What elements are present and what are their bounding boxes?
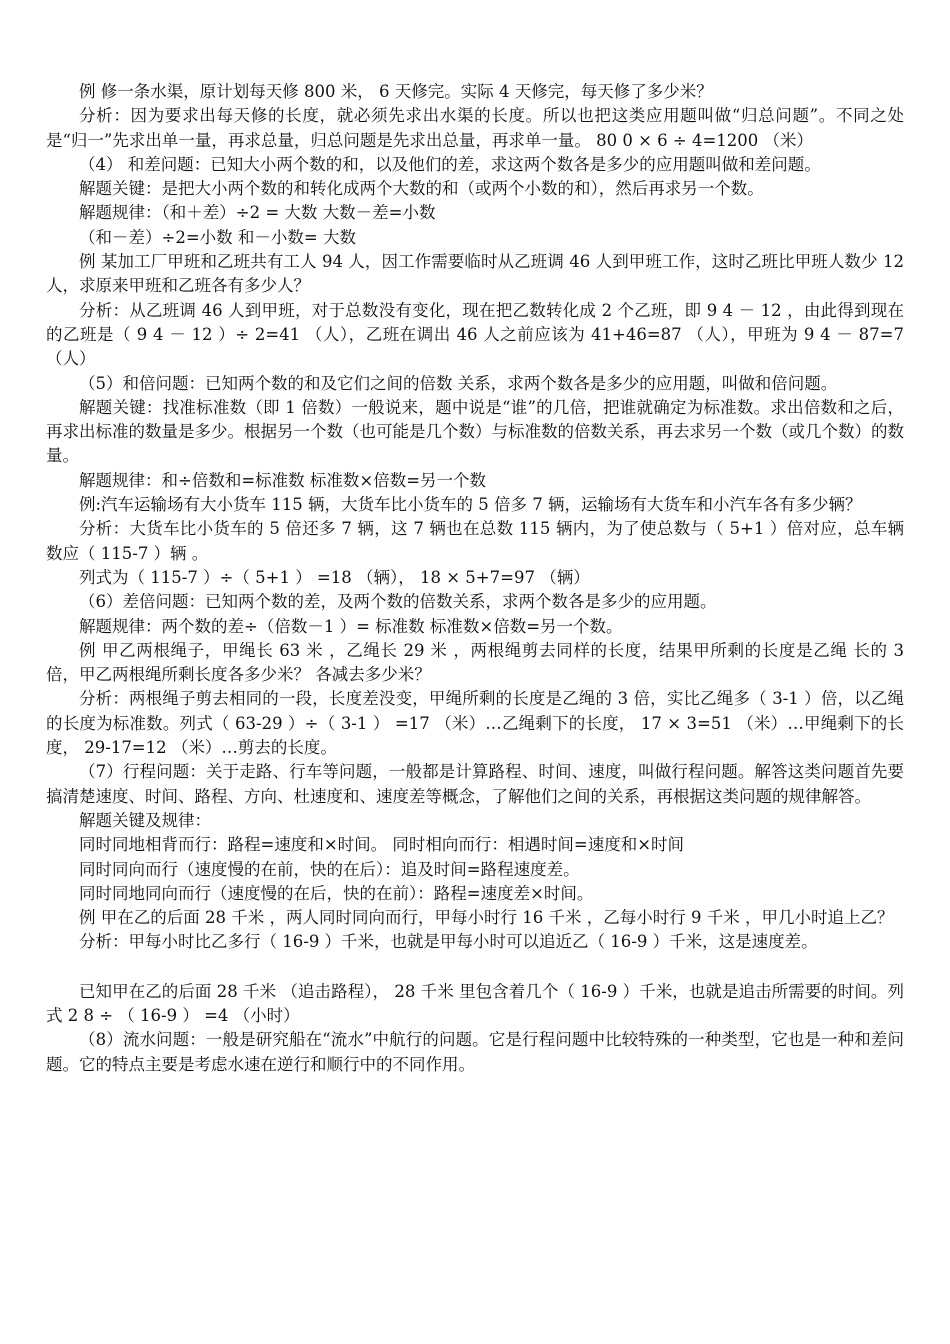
example-paragraph: 例 某加工厂甲班和乙班共有工人 94 人，因工作需要临时从乙班调 46 人到甲班工作，这时乙班比甲班人数少 12 人，求原来甲班和乙班各有多少人？ bbox=[46, 252, 904, 296]
section-8-heading: （8）流水问题：一般是研究船在“流水”中航行的问题。它是行程问题中比较特殊的一种类型，它也是一种和差问题。它的特点主要是考虑水速在逆行和顺行中的不同作用。 bbox=[46, 1030, 904, 1074]
example-paragraph: 例 甲在乙的后面 28 千米 ，两人同时同向而行，甲每小时行 16 千米 ，乙每小时行 9 千米 ，甲几小时追上乙？ bbox=[79, 908, 894, 928]
rule-paragraph: 解题规律：和÷倍数和=标准数 标准数×倍数=另一个数 bbox=[79, 470, 487, 490]
example-paragraph: 例:汽车运输场有大小货车 115 辆，大货车比小货车的 5 倍多 7 辆，运输场有大货车和小汽车各有多少辆？ bbox=[79, 495, 862, 515]
rule-paragraph: 同时同向而行（速度慢的在前，快的在后）：追及时间=路程速度差。 bbox=[79, 859, 580, 879]
analysis-paragraph: 分析：两根绳子剪去相同的一段，长度差没变，甲绳所剩的长度是乙绳的 3 倍，实比乙绳多（ 3-1 ）倍，以乙绳的长度为标准数。列式（ 63-29 ）÷（ 3-1 ） =17 （米）…乙绳剩下的长度， 17 × 3=51 （米）…甲绳剩下的长度， 29-17=12 （米）…剪去的长度。 bbox=[46, 689, 904, 758]
rule-paragraph: 同时同地相背而行：路程=速度和×时间。 同时相向而行：相遇时间=速度和×时间 bbox=[79, 835, 685, 855]
example-paragraph: 例 甲乙两根绳子，甲绳长 63 米 ，乙绳长 29 米 ，两根绳剪去同样的长度，结果甲所剩的长度是乙绳 长的 3 倍，甲乙两根绳所剩长度各多少米？ 各减去多少米？ bbox=[46, 640, 904, 685]
blank-line bbox=[46, 955, 904, 980]
rule-paragraph: 解题规律：两个数的差÷（倍数－1 ）= 标准数 标准数×倍数=另一个数。 bbox=[79, 616, 623, 636]
example-paragraph: 例 修一条水渠，原计划每天修 800 米， 6 天修完。实际 4 天修完，每天修了多少米？ bbox=[79, 82, 713, 101]
document-page bbox=[46, 80, 904, 1077]
section-7-heading: （7）行程问题：关于走路、行车等问题，一般都是计算路程、时间、速度，叫做行程问题。解答这类问题首先要搞清楚速度、时间、路程、方向、杜速度和、速度差等概念，了解他们之间的关系，再根据这类问题的规律解答。 bbox=[46, 762, 904, 806]
section-5-heading: （5）和倍问题：已知两个数的和及它们之间的倍数 关系，求两个数各是多少的应用题，叫做和倍问题。 bbox=[79, 373, 838, 393]
analysis-paragraph: 分析：因为要求出每天修的长度，就必须先求出水渠的长度。所以也把这类应用题叫做“归总问题”。不同之处是“归一”先求出单一量，再求总量，归总问题是先求出总量，再求单一量。 80 0 × 6 ÷ 4=1200 （米） bbox=[46, 106, 904, 150]
key-paragraph: 解题关键：找准标准数（即 1 倍数）一般说来，题中说是“谁”的几倍，把谁就确定为标准数。求出倍数和之后，再求出标准的数量是多少。根据另一个数（也可能是几个数）与标准数的倍数关系，再去求另一个数（或几个数）的数量。 bbox=[46, 397, 904, 466]
section-4-heading: （4） 和差问题：已知大小两个数的和，以及他们的差，求这两个数各是多少的应用题叫做和差问题。 bbox=[79, 154, 821, 174]
section-6-heading: （6）差倍问题：已知两个数的差，及两个数的倍数关系，求两个数各是多少的应用题。 bbox=[79, 592, 717, 612]
analysis-paragraph: 已知甲在乙的后面 28 千米 （追击路程）， 28 千米 里包含着几个（ 16-9 ）千米，也就是追击所需要的时间。列式 2 8 ÷ （ 16-9 ） =4 （小时） bbox=[46, 981, 904, 1025]
key-paragraph: 解题关键：是把大小两个数的和转化成两个大数的和（或两个小数的和），然后再求另一个数。 bbox=[79, 179, 764, 199]
analysis-paragraph: 分析：大货车比小货车的 5 倍还多 7 辆，这 7 辆也在总数 115 辆内，为了使总数与（ 5+1 ）倍对应，总车辆数应（ 115-7 ）辆 。 bbox=[46, 519, 904, 563]
key-heading: 解题关键及规律： bbox=[79, 810, 211, 830]
rule-paragraph: 同时同地同向而行（速度慢的在后，快的在前）：路程=速度差×时间。 bbox=[79, 883, 594, 903]
analysis-paragraph: 分析：从乙班调 46 人到甲班，对于总数没有变化，现在把乙数转化成 2 个乙班，即 9 4 － 12 ，由此得到现在的乙班是（ 9 4 － 12 ）÷ 2=41 （人），乙班在调出 46 人之前应该为 41+46=87 （人），甲班为 9 4 － 87=7 （人） bbox=[46, 300, 904, 369]
rule-paragraph: 解题规律：（和＋差）÷2 = 大数 大数－差=小数 bbox=[79, 203, 436, 223]
formula-paragraph: 列式为（ 115-7 ）÷（ 5+1 ） =18 （辆）， 18 × 5+7=97 （辆） bbox=[79, 567, 590, 587]
analysis-paragraph: 分析：甲每小时比乙多行（ 16-9 ）千米，也就是甲每小时可以追近乙（ 16-9 ）千米，这是速度差。 bbox=[79, 932, 818, 952]
rule-paragraph: （和－差）÷2=小数 和－小数= 大数 bbox=[79, 227, 356, 247]
